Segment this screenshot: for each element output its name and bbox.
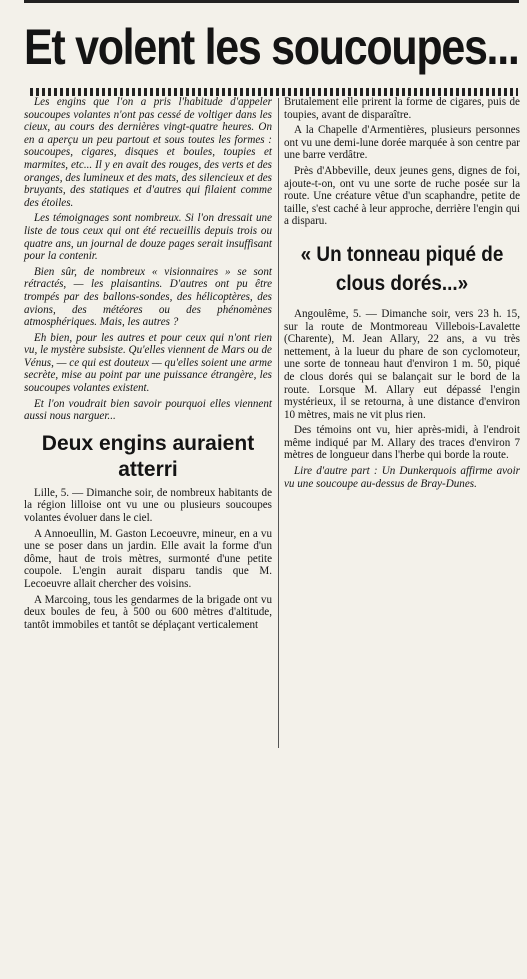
story-paragraph: Angoulême, 5. — Dimanche soir, vers 23 h. 15, sur la route de Montmoreau Villebois-Lavalette (Charente), M. Jean Allary, 22 ans, a vu très nettement, à la lueur du phare de son cyclomoteur, une sorte de tonneau haut d'environ 1 m. 50, piqué de clous dorés qui se balançait sur le bord de la route. Lorsque M. Allary eut dépassé l'engin mystérieux, il se retourna, à une distance d'environ 10 mètres, mais ne vit plus rien. <box>284 307 520 421</box>
subhead-deux-engins: Deux engins auraient atterri <box>41 431 255 481</box>
story-paragraph: Lille, 5. — Dimanche soir, de nombreux habitants de la région lilloise ont vu une ou plusieurs soucoupes volantes évoluer dans le ciel. <box>24 486 272 525</box>
story-paragraph: A la Chapelle d'Armentières, plusieurs personnes ont vu une demi-lune dorée marquée à son centre par une barre verdâtre. <box>284 124 520 162</box>
story-paragraph: Près d'Abbeville, deux jeunes gens, dignes de foi, ajoute-t-on, ont vu une sorte de ruche posée sur la route. Une créature vêtue d'un scaphandre, petite de taille, s'est caché à leur approche, derrière l'engin qui a disparu. <box>284 164 520 228</box>
left-column <box>24 96 272 979</box>
intro-paragraph: Les témoignages sont nombreux. Si l'on dressait une liste de tous ceux qui ont été recueillis depuis trois ou quatre ans, un journal de douze pages serait insuffisant pour la contenir. <box>24 212 272 263</box>
subhead-tonneau: « Un tonneau piqué de clous dorés...» <box>300 242 504 295</box>
story-paragraph: A Marcoing, tous les gendarmes de la brigade ont vu deux boules de feu, à 500 ou 600 mètres d'altitude, tantôt immobiles et tantôt se déplaçant verticalement <box>24 593 272 631</box>
intro-paragraph: Et l'on voudrait bien savoir pourquoi elles viennent aussi nous narguer... <box>24 397 272 423</box>
top-rule <box>24 0 519 3</box>
intro-paragraph: Les engins que l'on a pris l'habitude d'appeler soucoupes volantes n'ont pas cessé de voltiger dans les cieux, au cours des dernières vingt-quatre heures. On en a aperçu un peu partout et sous toutes les formes : soucoupes, cigares, disques et boules, toupies et marmites, etc... Il y en avait des rouges, des verts et des oranges, des lumineux et des mats, des silencieux et des bruyants, des statiques et d'autres qui filaient comme des étoiles. <box>24 96 272 209</box>
story-paragraph: Des témoins ont vu, hier après-midi, à l'endroit même indiqué par M. Allary des traces d'environ 7 mètres de longueur dans l'herbe qui borde la route. <box>284 424 520 462</box>
headline: Et volent les soucoupes... <box>24 19 519 75</box>
intro-paragraph: Bien sûr, de nombreux « visionnaires » se sont rétractés, — les plaisantins. D'autres ont pu être trompés par des ballons-sondes, des hélicoptères, des avions, des météores ou des phénomènes atmosphériques. Mais, les autres ? <box>24 265 272 329</box>
column-divider <box>278 98 279 748</box>
story-paragraph: A Annoeullin, M. Gaston Lecoeuvre, mineur, en a vu une se poser dans un jardin. Elle avait la forme d'un dôme, haut de trois mètres, surmonté d'une petite coupole. L'engin aurait disparu tandis que M. Lecoeuvre allait chercher des voisins. <box>24 527 272 590</box>
right-column <box>284 96 520 736</box>
cross-reference: Lire d'autre part : Un Dunkerquois affirme avoir vu une soucoupe au-dessus de Bray-Dunes. <box>284 465 520 490</box>
headline-wavy-rule <box>30 88 518 96</box>
intro-paragraph: Eh bien, pour les autres et pour ceux qui n'ont rien vu, le mystère subsiste. Qu'elles viennent de Mars ou de Vénus, — ce qui est douteux — qu'elles soient une arme secrète, mise au point par une puissance étrangère, les soucoupes volantes existent. <box>24 331 272 395</box>
continued-paragraph: Brutalement elle prirent la forme de cigares, puis de toupies, avant de disparaître. <box>284 96 520 121</box>
